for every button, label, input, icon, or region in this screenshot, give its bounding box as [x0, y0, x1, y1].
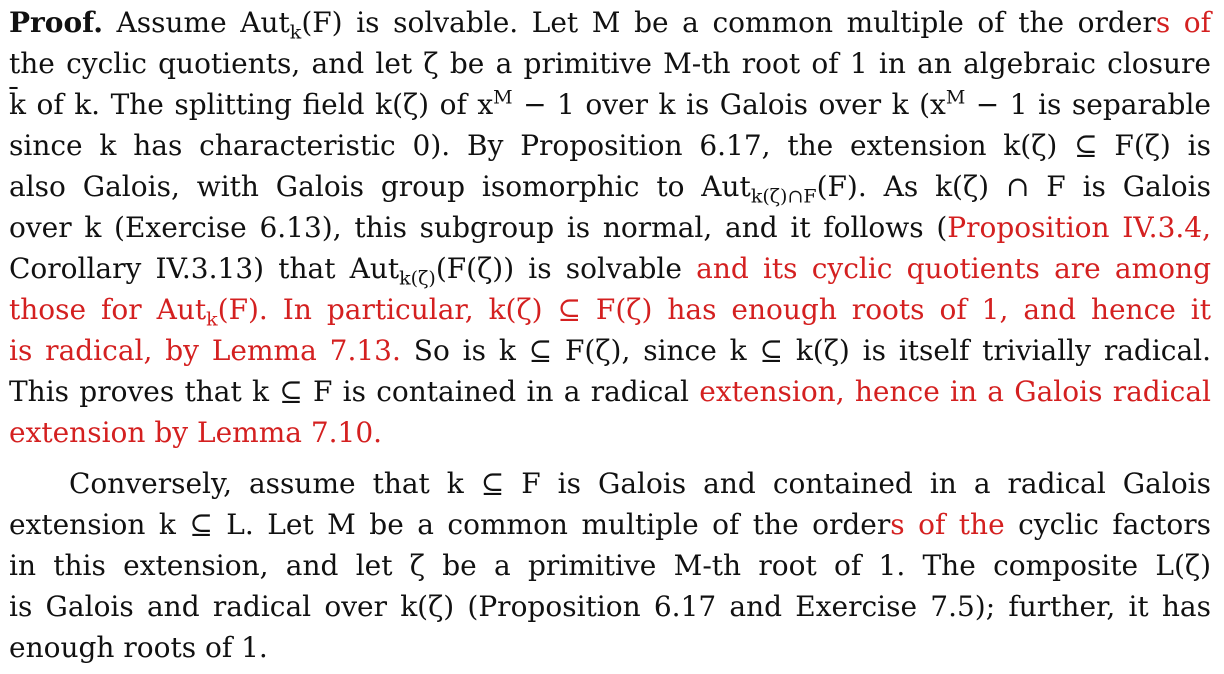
text-line: [9, 546, 1211, 586]
text-line: [9, 208, 1211, 248]
text-segment: k(ζ)∩F: [750, 185, 817, 208]
text-line: [9, 413, 1211, 453]
text-line: [9, 331, 1211, 371]
text-line: [9, 126, 1211, 166]
text-line: [9, 85, 1211, 125]
text-segment: extension by Lemma 7.10.: [9, 416, 383, 449]
text-segment: (F(ζ)) is solvable: [435, 252, 697, 285]
text-segment: (F). As k(ζ) ∩ F is Galois: [816, 170, 1211, 203]
text-segment: in this extension, and let ζ be a primitive M-th root of 1. The composite L(ζ): [9, 549, 1211, 582]
text-segment: is radical, by Lemma 7.13.: [9, 334, 401, 367]
text-segment: M: [493, 86, 513, 109]
text-segment: also Galois, with Galois group isomorphic to Aut: [9, 170, 751, 203]
text-line: [9, 3, 1211, 43]
text-segment: the cyclic quotients, and let ζ be a primitive M-th root of 1 in an algebraic closure: [9, 47, 1211, 80]
text-segment: So is k ⊆ F(ζ), since k ⊆ k(ζ) is itself trivially radical.: [400, 334, 1212, 367]
text-segment: Assume Aut: [102, 6, 290, 39]
text-line: [9, 372, 1211, 412]
text-segment: This proves that k ⊆ F is contained in a radical: [9, 375, 700, 408]
text-segment: since k has characteristic 0). By Proposition 6.17, the extension k(ζ) ⊆ F(ζ) is: [9, 129, 1211, 162]
text-segment: enough roots of 1.: [9, 631, 268, 664]
text-segment: and its cyclic quotients are among: [696, 252, 1211, 285]
text-segment: cyclic factors: [1004, 508, 1211, 541]
text-segment: k(ζ): [399, 267, 436, 290]
text-segment: Corollary IV.3.13) that Aut: [9, 252, 400, 285]
text-line: [9, 44, 1211, 84]
text-segment: (F) is solvable. Let M be a common multiple of the order: [301, 6, 1156, 39]
text-segment: (F). In particular, k(ζ) ⊆ F(ζ) has enough roots of 1, and hence it: [217, 293, 1212, 326]
text-segment: over k (Exercise 6.13), this subgroup is normal, and it follows (: [9, 211, 948, 244]
text-line: [9, 587, 1211, 627]
text-segment: k̄ of k. The splitting field k(ζ) of x: [9, 88, 494, 121]
proof-label: Proof.: [9, 6, 103, 39]
text-line: [9, 505, 1211, 545]
text-line: [9, 290, 1211, 330]
text-segment: M: [945, 86, 966, 109]
text-segment: − 1 over k is Galois over k (x: [512, 88, 946, 121]
text-segment: extension k ⊆ L. Let M be a common multiple of the order: [9, 508, 891, 541]
text-segment: Proposition IV.3.4,: [947, 211, 1212, 244]
text-segment: s of the: [890, 508, 1005, 541]
text-segment: is Galois and radical over k(ζ) (Proposition 6.17 and Exercise 7.5); further, it has: [9, 590, 1211, 623]
text-line: [9, 628, 1211, 668]
text-line: [9, 249, 1211, 289]
text-segment: those for Aut: [9, 293, 207, 326]
text-line: [69, 464, 1211, 504]
text-segment: Conversely, assume that k ⊆ F is Galois and contained in a radical Galois: [69, 467, 1211, 500]
text-segment: k: [206, 308, 218, 331]
text-line: [9, 167, 1211, 207]
text-segment: − 1 is separable: [965, 88, 1211, 121]
text-segment: k: [289, 21, 302, 44]
text-segment: extension, hence in a Galois radical: [699, 375, 1212, 408]
text-segment: s of: [1155, 6, 1212, 39]
